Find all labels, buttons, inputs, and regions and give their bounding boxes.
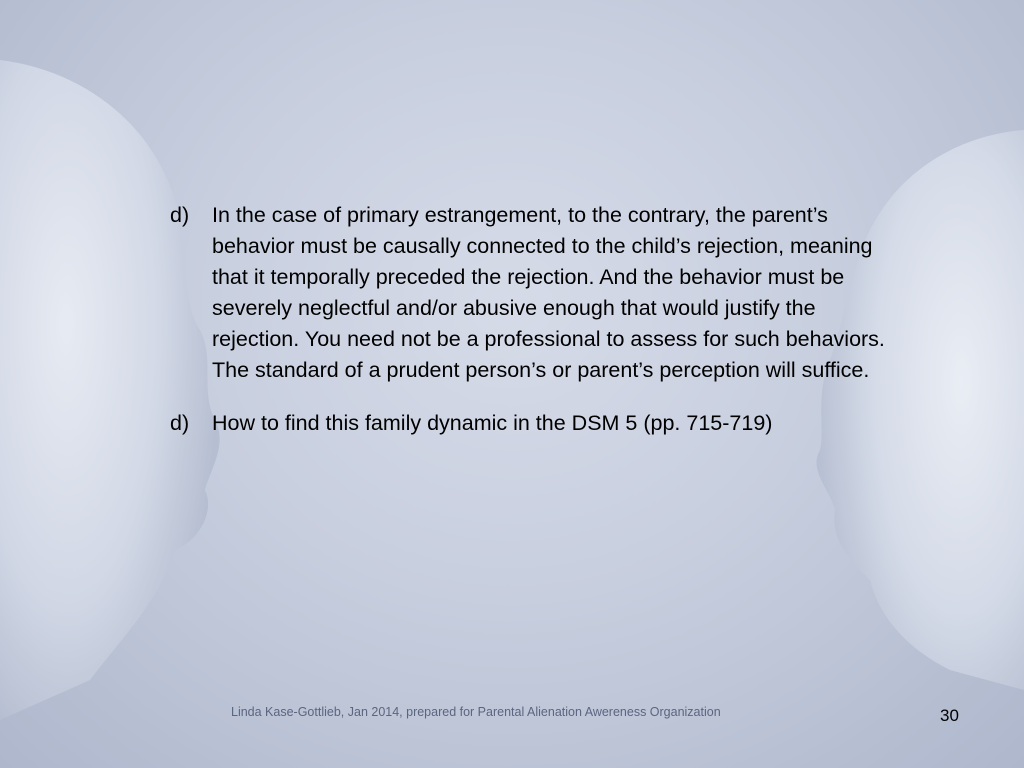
list-marker: d) <box>170 411 190 435</box>
footer-text: Linda Kase-Gottlieb, Jan 2014, prepared for Parental Alienation Awereness Organization <box>231 705 721 719</box>
slide-content <box>170 200 890 461</box>
list-marker: d) <box>170 203 190 227</box>
list-item <box>170 200 890 386</box>
list-item <box>170 408 890 439</box>
list-item-text: In the case of primary estrangement, to the contrary, the parent’s behavior must be causally connected to the child’s rejection, meaning that it temporally preceded the rejection. And the behavior must be severely neglectful and/or abusive enough that would justify the rejection. You need not be a professional to assess for such behaviors. The standard of a prudent person’s or parent’s perception will suffice. <box>212 203 885 382</box>
list-item-text: How to find this family dynamic in the DSM 5 (pp. 715-719) <box>212 411 773 435</box>
page-number: 30 <box>940 706 959 725</box>
